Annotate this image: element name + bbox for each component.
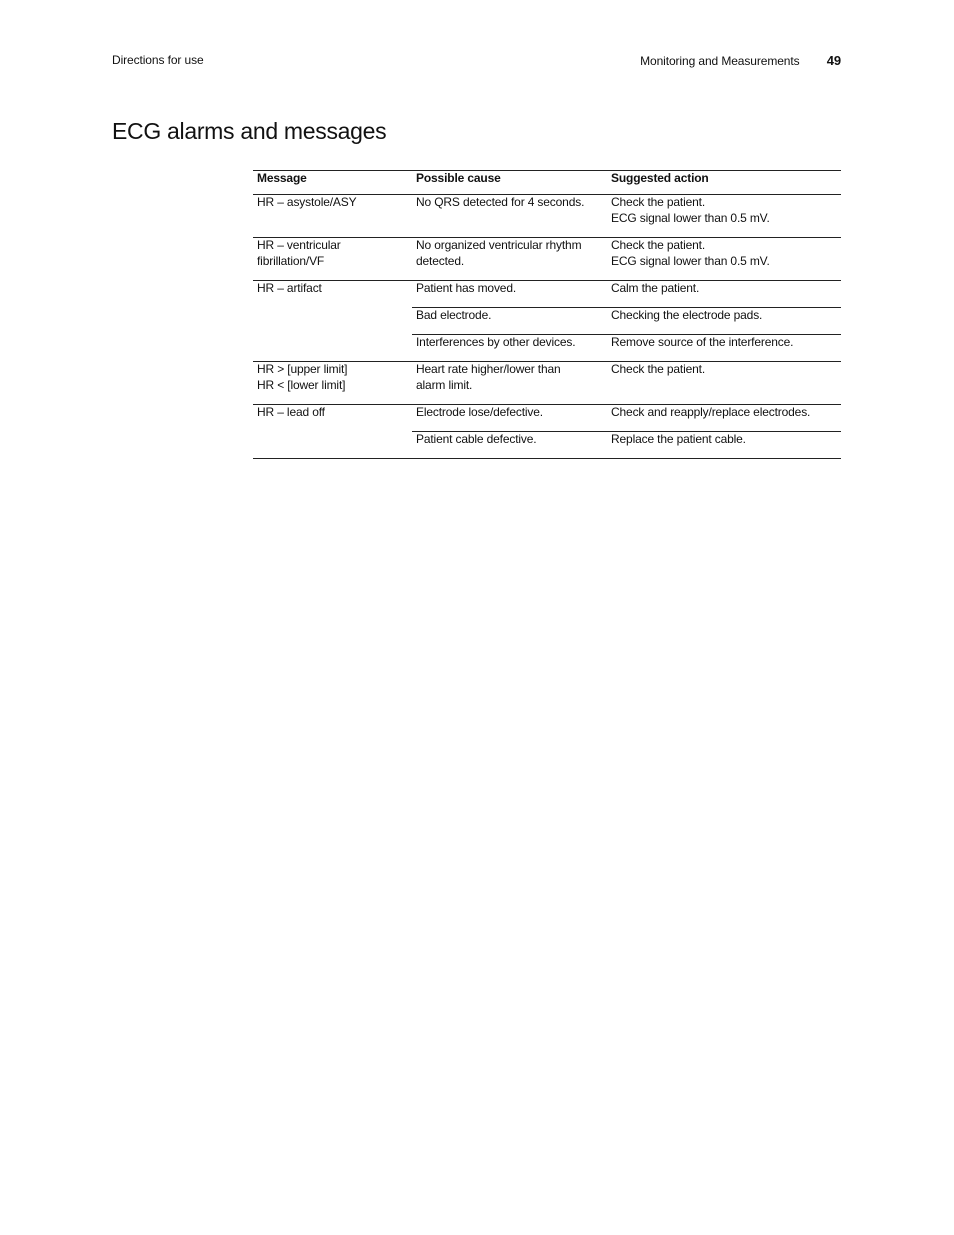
- cause-cell: [412, 308, 607, 334]
- table-row: [412, 405, 841, 431]
- cause-text: alarm limit.: [416, 377, 473, 392]
- message-text: HR – lead off: [257, 405, 325, 419]
- action-text: Replace the patient cable.: [611, 432, 746, 446]
- table-row: [412, 362, 841, 404]
- action-text: Calm the patient.: [611, 281, 700, 295]
- table-row: [412, 238, 841, 280]
- cause-text: Patient cable defective.: [416, 432, 537, 446]
- page-title: ECG alarms and messages: [112, 118, 387, 144]
- table-row-group: [253, 195, 841, 238]
- action-text: ECG signal lower than 0.5 mV.: [611, 210, 770, 225]
- action-text: Remove source of the interference.: [611, 335, 794, 349]
- cause-action-rows: [412, 238, 841, 280]
- cause-cell: [412, 238, 607, 280]
- table-row: [412, 195, 841, 237]
- section-name: Monitoring and Measurements: [640, 54, 800, 68]
- action-text: ECG signal lower than 0.5 mV.: [611, 253, 770, 268]
- cause-text: Bad electrode.: [416, 308, 492, 322]
- cause-cell: [412, 335, 607, 361]
- table-body: [253, 195, 841, 459]
- cause-text: No organized ventricular rhythm: [416, 238, 582, 252]
- action-cell: [607, 335, 841, 361]
- column-header-cause: Possible cause: [416, 171, 501, 185]
- message-text: HR – artifact: [257, 281, 322, 295]
- cause-cell: [412, 195, 607, 237]
- action-cell: [607, 405, 841, 431]
- page-header: [112, 53, 841, 71]
- action-cell: [607, 195, 841, 237]
- action-cell: [607, 281, 841, 307]
- table-row-group: [253, 238, 841, 281]
- action-text: Check the patient.: [611, 362, 706, 376]
- action-text: Check and reapply/replace electrodes.: [611, 405, 811, 419]
- action-text: Check the patient.: [611, 238, 706, 252]
- header-right: [640, 53, 841, 68]
- message-text: HR > [upper limit]: [257, 362, 348, 376]
- table-row: [412, 431, 841, 458]
- cause-cell: [412, 362, 607, 404]
- message-text: HR – ventricular: [257, 238, 341, 252]
- message-cell: [253, 238, 412, 280]
- action-cell: [607, 238, 841, 280]
- table-header-row: [253, 170, 841, 195]
- table-row-group: [253, 362, 841, 405]
- cause-action-rows: [412, 195, 841, 237]
- cause-text: No QRS detected for 4 seconds.: [416, 195, 585, 209]
- cause-cell: [412, 405, 607, 431]
- cause-text: Interferences by other devices.: [416, 335, 576, 349]
- cause-action-rows: [412, 405, 841, 458]
- table-row: [412, 334, 841, 361]
- message-cell: [253, 405, 412, 458]
- cause-action-rows: [412, 362, 841, 404]
- column-header-message: Message: [257, 171, 307, 185]
- column-header-action: Suggested action: [611, 171, 709, 185]
- action-text: Check the patient.: [611, 195, 706, 209]
- cause-text: Electrode lose/defective.: [416, 405, 543, 419]
- cause-cell: [412, 281, 607, 307]
- message-text: HR < [lower limit]: [257, 377, 346, 392]
- table-row: [412, 281, 841, 307]
- action-text: Checking the electrode pads.: [611, 308, 763, 322]
- table-row-group: [253, 405, 841, 459]
- action-cell: [607, 308, 841, 334]
- document-type: Directions for use: [112, 53, 204, 67]
- cause-text: detected.: [416, 253, 465, 268]
- page-number: 49: [826, 53, 841, 68]
- action-cell: [607, 432, 841, 458]
- cause-cell: [412, 432, 607, 458]
- cause-text: Patient has moved.: [416, 281, 517, 295]
- action-cell: [607, 362, 841, 404]
- message-cell: [253, 195, 412, 237]
- message-text: fibrillation/VF: [257, 253, 325, 268]
- alarms-table: [253, 170, 841, 459]
- table-row: [412, 307, 841, 334]
- message-cell: [253, 362, 412, 404]
- table-row-group: [253, 281, 841, 362]
- cause-text: Heart rate higher/lower than: [416, 362, 561, 376]
- message-cell: [253, 281, 412, 361]
- message-text: HR – asystole/ASY: [257, 195, 357, 209]
- cause-action-rows: [412, 281, 841, 361]
